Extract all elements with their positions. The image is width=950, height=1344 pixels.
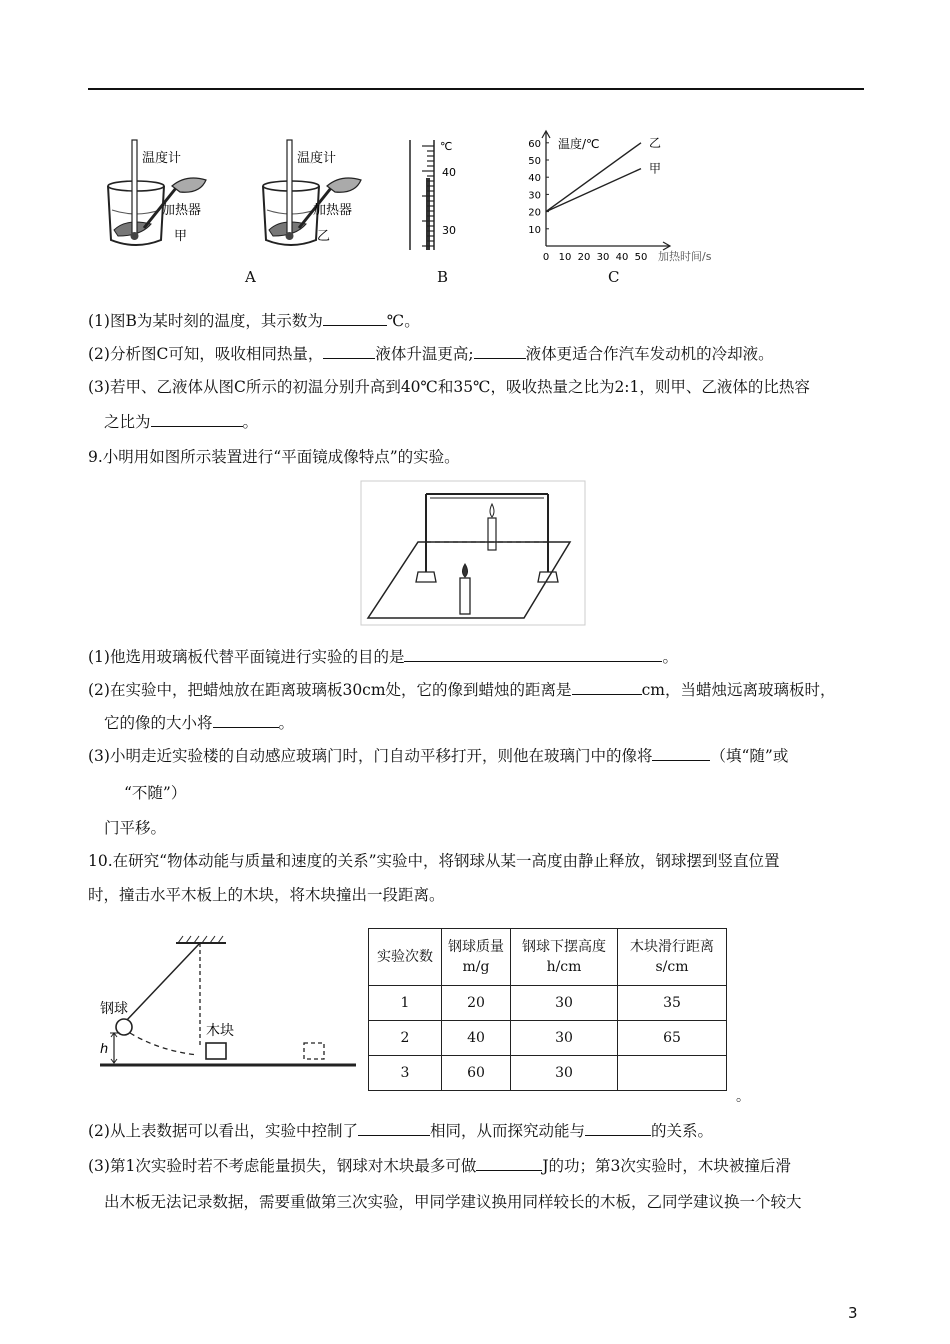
q9-p2-text3: 它的像的大小将 <box>104 714 213 732</box>
header-line1: 木块滑行距离 <box>630 939 714 955</box>
answer-blank[interactable] <box>323 344 375 359</box>
q10-p2-end: 的关系。 <box>650 1122 713 1140</box>
y-tick-label: 10 <box>528 224 541 236</box>
q9-p2-text2: cm，当蜡烛远离玻璃板时， <box>641 681 836 699</box>
q8-p2-text3: 液体更适合作汽车发动机的冷却液。 <box>525 345 774 363</box>
q9-part3 <box>88 746 788 766</box>
header-line1: 钢球下摆高度 <box>522 939 606 955</box>
wood-block <box>206 1043 226 1059</box>
heater-label-1: 加热器 <box>162 203 202 218</box>
answer-blank[interactable] <box>585 1121 651 1136</box>
q8-part2 <box>88 344 774 364</box>
q9-part1 <box>88 647 678 667</box>
figure-mirror-setup <box>360 480 586 626</box>
stand-left <box>416 572 436 582</box>
answer-blank[interactable] <box>323 311 387 326</box>
beaker-jia <box>108 140 206 245</box>
q9-p3-text: (3)小明走近实验楼的自动感应玻璃门时，门自动平移打开，则他在玻璃门中的像将 <box>88 747 653 765</box>
heater-label-2: 加热器 <box>313 203 353 218</box>
q8-p1-text: (1)图B为某时刻的温度，其示数为 <box>88 312 323 330</box>
header-line2: s/cm <box>655 959 689 975</box>
q9-p1-text: (1)他选用玻璃板代替平面镜进行实验的目的是 <box>88 648 405 666</box>
table-cell: 20 <box>442 986 511 1021</box>
q10-part3-cont: 出木板无法记录数据，需要重做第三次实验，甲同学建议换用同样较长的木板，乙同学建议换一个较大 <box>104 1193 802 1211</box>
q9-part2 <box>88 680 835 700</box>
figure-a-beakers <box>96 118 396 293</box>
header-line2: m/g <box>462 959 490 975</box>
block-label: 木块 <box>206 1023 234 1039</box>
caption-c: C <box>608 268 620 286</box>
x-tick-label: 40 <box>615 252 629 263</box>
table-cell: 30 <box>511 1056 618 1091</box>
answer-blank[interactable] <box>404 647 662 662</box>
q9-part3-end: 门平移。 <box>104 819 167 837</box>
q8-p2-text2: 液体升温更高; <box>375 345 474 363</box>
candle-flame <box>463 564 468 577</box>
q10-part3 <box>88 1156 791 1176</box>
tick-label-30: 30 <box>442 224 456 237</box>
q8-part3-cont <box>104 412 258 432</box>
mercury-column <box>426 178 430 250</box>
figure-c-chart <box>520 128 740 268</box>
y-tick-label: 50 <box>528 156 541 167</box>
table-header <box>511 929 618 986</box>
swing-path <box>130 1033 198 1055</box>
table-header <box>618 929 727 986</box>
y-tick-label: 40 <box>528 173 541 185</box>
x-tick-label: 0 <box>542 252 550 263</box>
x-axis-label: 加热时间/s <box>658 250 712 263</box>
series-line-jia <box>546 169 641 212</box>
table-row <box>369 1021 727 1056</box>
thermometer-label-1: 温度计 <box>142 151 182 166</box>
table-row <box>369 1056 727 1091</box>
thermometer-label-2: 温度计 <box>297 151 337 166</box>
x-tick-label: 50 <box>634 252 648 263</box>
table-row <box>369 986 727 1021</box>
x-tick-label: 20 <box>577 252 591 263</box>
table-cell: 3 <box>369 1056 442 1091</box>
heater-1 <box>172 178 206 192</box>
figure-pendulum <box>90 925 360 1075</box>
table-cell: 30 <box>511 986 618 1021</box>
y-tick-label: 60 <box>528 138 541 150</box>
q9-p3-text2: （填“随”或 <box>710 747 789 765</box>
q9-title: 9.小明用如图所示装置进行“平面镜成像特点”的实验。 <box>88 448 460 466</box>
answer-blank[interactable] <box>572 680 642 695</box>
figure-b-thermometer <box>404 138 474 253</box>
answer-blank[interactable] <box>213 713 279 728</box>
table-cell: 2 <box>369 1021 442 1056</box>
experiment-table <box>368 928 727 1091</box>
table-cell: 30 <box>511 1021 618 1056</box>
table-cell-empty[interactable] <box>618 1056 727 1091</box>
table-header <box>369 929 442 986</box>
q8-p1-unit: ℃。 <box>386 312 420 330</box>
q8-part1 <box>88 311 420 331</box>
q10-part2 <box>88 1121 713 1141</box>
beaker-name-jia: 甲 <box>174 229 188 244</box>
q8-p3-text: (3)若甲、乙液体从图C所示的初温分别升高到40℃和35℃，吸收热量之比为2:1，则甲、乙液体的比热容 <box>88 378 810 396</box>
table-cell: 35 <box>618 986 727 1021</box>
answer-blank[interactable] <box>151 412 243 427</box>
pendulum-string <box>126 943 200 1021</box>
table-cell: 1 <box>369 986 442 1021</box>
beaker-yi <box>263 140 361 245</box>
table-cell: 60 <box>442 1056 511 1091</box>
answer-blank[interactable] <box>476 1156 542 1171</box>
q8-part3 <box>88 377 810 397</box>
ball-label: 钢球 <box>100 1001 128 1017</box>
answer-blank[interactable] <box>652 746 710 761</box>
answer-blank[interactable] <box>474 344 526 359</box>
header-rule <box>88 88 864 90</box>
height-label: h <box>100 1042 109 1057</box>
answer-blank[interactable] <box>358 1121 430 1136</box>
page-number: 3 <box>848 1304 858 1322</box>
q10-p2-text2: 相同，从而探究动能与 <box>429 1122 585 1140</box>
beaker-name-yi: 乙 <box>317 229 331 244</box>
table-header <box>442 929 511 986</box>
q9-part3-cont: “不随”） <box>124 784 187 802</box>
q9-p1-end: 。 <box>662 648 678 666</box>
header-line1: 实验次数 <box>377 949 433 965</box>
header-line1: 钢球质量 <box>448 939 504 955</box>
real-candle <box>460 578 470 614</box>
series-line-yi <box>546 143 641 212</box>
table-cell: 40 <box>442 1021 511 1056</box>
tick-label-40: 40 <box>442 166 456 179</box>
table-trailing-mark: 。 <box>736 1089 750 1105</box>
x-tick-label: 30 <box>596 252 610 263</box>
x-tick-label: 10 <box>558 252 572 263</box>
image-candle <box>488 518 496 550</box>
y-tick-label: 20 <box>528 207 541 219</box>
caption-b: B <box>437 268 449 286</box>
q8-p2-text: (2)分析图C可知，吸收相同热量， <box>88 345 324 363</box>
q8-p3-end: 。 <box>242 413 259 431</box>
y-tick-label: 30 <box>528 190 541 202</box>
q10-title-line2: 时，撞击水平木板上的木块，将木块撞出一段距离。 <box>88 886 445 904</box>
q10-p3-text: (3)第1次实验时若不考虑能量损失，钢球对木块最多可做 <box>88 1157 477 1175</box>
series-label: 乙 <box>649 135 662 150</box>
q10-p2-text: (2)从上表数据可以看出，实验中控制了 <box>88 1122 358 1140</box>
q9-part2-cont <box>104 713 294 733</box>
thermometer-2 <box>287 140 292 238</box>
header-line2: h/cm <box>546 959 582 975</box>
block-end-position <box>304 1043 324 1059</box>
heater-2 <box>327 178 361 192</box>
series-label: 甲 <box>649 161 662 176</box>
table-header-row <box>369 929 727 986</box>
q8-p3-text2: 之比为 <box>104 413 151 431</box>
q9-p2-end: 。 <box>278 714 295 732</box>
y-axis-label: 温度/℃ <box>558 137 600 151</box>
unit-label: ℃ <box>440 140 453 153</box>
caption-a: A <box>245 268 256 286</box>
table-cell: 65 <box>618 1021 727 1056</box>
q9-p2-text: (2)在实验中，把蜡烛放在距离玻璃板30cm处，它的像到蜡烛的距离是 <box>88 681 572 699</box>
q10-title-line1: 10.在研究“物体动能与质量和速度的关系”实验中，将钢球从某一高度由静止释放，钢球摆到竖直位置 <box>88 852 780 870</box>
thermometer-1 <box>132 140 137 238</box>
q10-p3-text2: J的功；第3次实验时，木块被撞后滑 <box>542 1157 791 1175</box>
